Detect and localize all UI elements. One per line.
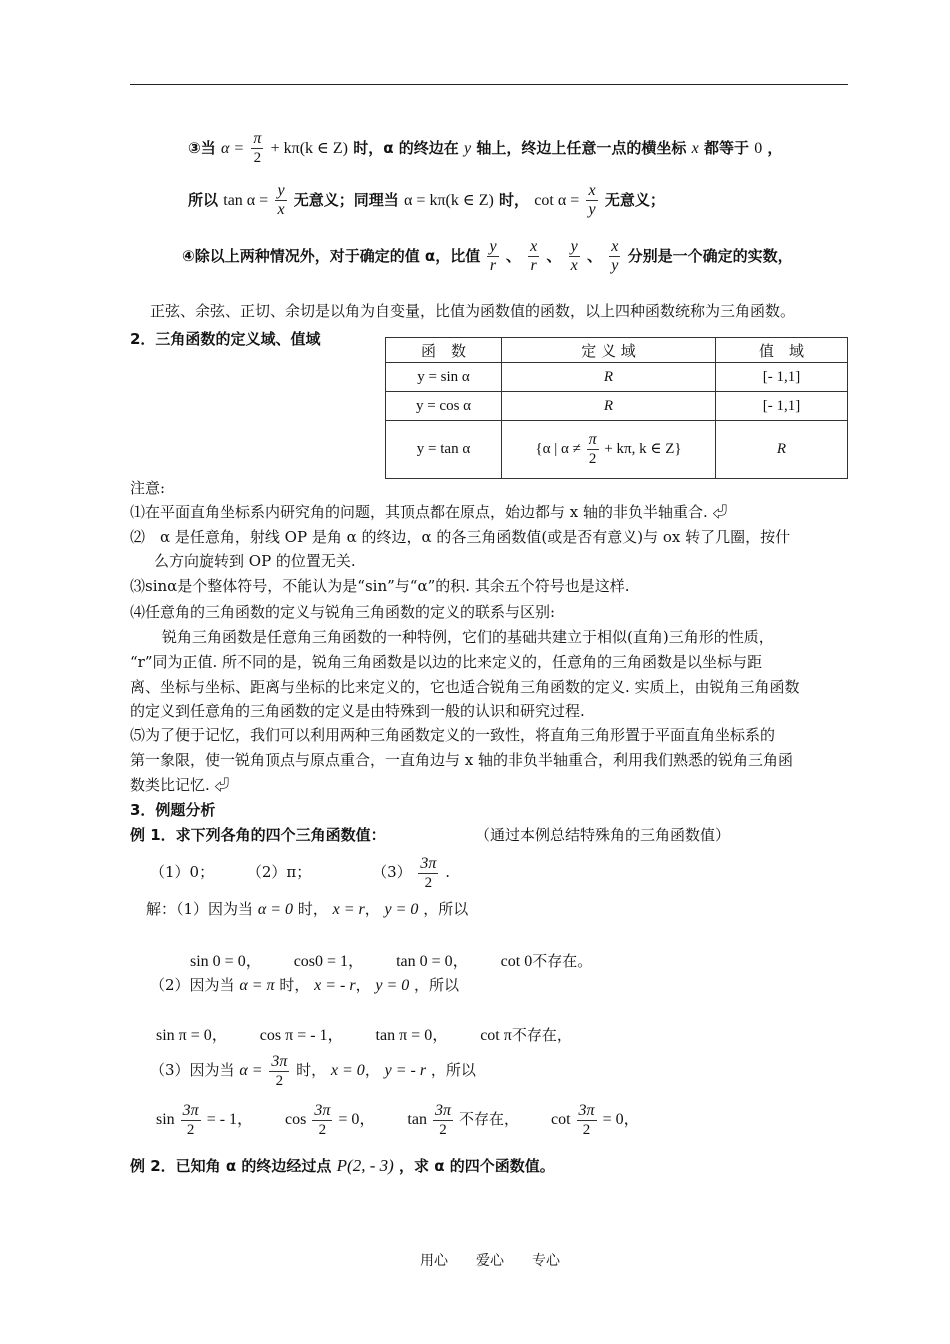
header-rule [130,84,848,85]
note-4-p2: “r”同为正值. 所不同的是，锐角三角函数是以边的比来定义的，任意角的三角函数是以坐标与距 [130,653,763,671]
x-over-y-fraction: $\frac{x}{y}$ [588,182,596,218]
note-4-p4: 的定义到任意角的三角函数的定义是由特殊到一般的认识和研究过程. [130,702,585,720]
solution2-condition: （2）因为当 α = π 时， x = - r， y = 0 ，所以 [150,976,460,994]
case4-line: ④除以上两种情况外，对于确定的值 α，比值 $\frac{y}{r}$ 、 $\frac{x}{r}$ 、 $\frac{y}{x}$ 、 $\frac{x}{y}$ 分别是一个确定的实数， [182,238,793,274]
note-2a: ⑵ α 是任意角，射线 OP 是角 α 的终边，α 的各三角函数值(或是否有意义)与 ox 转了几圈，按什 [130,528,791,546]
table-cell: {α | α ≠ $\frac{\pi}{2}$ + kπ, k ∈ Z} [502,421,716,479]
table-cell: R [502,392,716,421]
table-cell: y = cos α [386,392,502,421]
case3-line1: ③当 α = $\frac{\pi}{2}$ + kπ(k ∈ Z) 时，α 的终边在 y 轴上，终边上任意一点的横坐标 x 都等于 0 ， [188,130,783,166]
notes-title: 注意: [130,479,166,497]
pi-over-2-fraction: $\frac{\pi}{2}$ [253,130,262,166]
solution3-values: sin $\frac{3\pi}{2}$ = - 1， cos $\frac{3\pi}{2}$ = 0， tan $\frac{3\pi}{2}$ 不存在， cot $\frac{3\pi}{2}$ = 0， [156,1101,640,1138]
note-4-p3: 离、坐标与坐标、距离与坐标的比来定义的，它也适合锐角三角函数的定义. 实质上，由锐角三角函数 [130,678,800,696]
example2-title: 例 2．已知角 α 的终边经过点 P(2, - 3) ，求 α 的四个函数值。 [130,1156,555,1175]
summary-paragraph: 正弦、余弦、正切、余切是以角为自变量，比值为函数值的函数，以上四种函数统称为三角函数。 [150,302,796,320]
section3-title: 3．例题分析 [130,801,216,819]
table-cell: R [502,363,716,392]
table-cell: [- 1,1] [716,392,848,421]
table-cell: R [716,421,848,479]
solution1-condition: 解：（1）因为当 α = 0 时， x = r， y = 0 ，所以 [146,900,469,918]
example1-hint: （通过本例总结特殊角的三角函数值） [475,826,731,844]
note-4: ⑷任意角的三角函数的定义与锐角三角函数的定义的联系与区别: [130,603,556,621]
table-header: 定 义 域 [502,338,716,363]
table-cell: [- 1,1] [716,363,848,392]
page-footer: 用心 爱心 专心 [420,1253,560,1269]
note-2b: 么方向旋转到 OP 的位置无关. [154,552,356,570]
note-5b: 第一象限，使一锐角顶点与原点重合，一直角边与 x 轴的非负半轴重合，利用我们熟悉的锐角三角函 [130,751,794,769]
note-5a: ⑸为了便于记忆，我们可以利用两种三角函数定义的一致性，将直角三角形置于平面直角坐标系的 [130,726,776,744]
example1-title: 例 1．求下列各角的四个三角函数值： [130,826,386,844]
note-3: ⑶sinα是个整体符号，不能认为是“sin”与“α”的积. 其余五个符号也是这样. [130,577,630,595]
table-header: 函 数 [386,338,502,363]
note-1: ⑴在平面直角坐标系内研究角的问题，其顶点都在原点，始边都与 x 轴的非负半轴重合. ⏎ [130,503,728,521]
function-table [385,337,848,479]
solution2-values: sin π = 0， cos π = - 1， tan π = 0， cot π不存在， [156,1027,572,1044]
solution1-values: sin 0 = 0， cos0 = 1， tan 0 = 0， cot 0不存在。 [190,953,593,970]
y-over-x-fraction: $\frac{y}{x}$ [277,182,285,218]
table-header: 值 域 [716,338,848,363]
section2-title: 2．三角函数的定义域、值域 [130,330,321,348]
case3-line2: 所以 tan α = $\frac{y}{x}$ 无意义；同理当 α = kπ(k ∈ Z) 时， cot α = $\frac{x}{y}$ 无意义； [188,182,665,218]
table-cell: y = tan α [386,421,502,479]
note-4-p1: 锐角三角函数是任意角三角函数的一种特例，它们的基础共建立于相似(直角)三角形的性质， [162,628,774,646]
example1-questions: （1）0； （2）π； （3） $\frac{3\pi}{2}$ . [150,854,450,891]
table-cell: y = sin α [386,363,502,392]
note-5c: 数类比记忆. ⏎ [130,776,230,794]
solution3-condition: （3）因为当 α = $\frac{3\pi}{2}$ 时， x = 0， y = - r ，所以 [150,1052,476,1089]
